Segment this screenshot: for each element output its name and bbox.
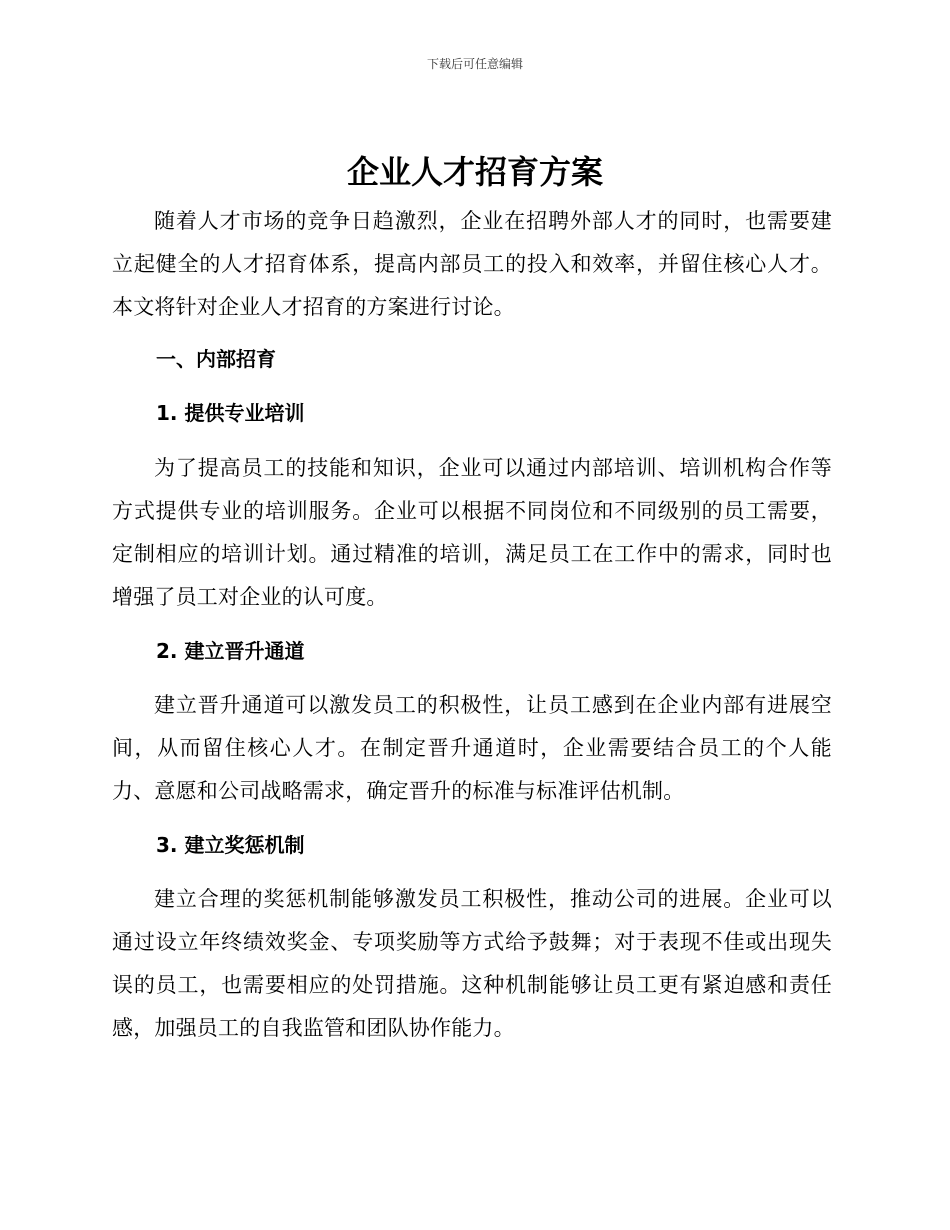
paragraph-promotion: 建立晋升通道可以激发员工的积极性，让员工感到在企业内部有进展空间，从而留住核心人才。在制定晋升通道时，企业需要结合员工的个人能力、意愿和公司战略需求，确定晋升的标准与标准评估机制。 [112, 693, 832, 803]
paragraph-training: 为了提高员工的技能和知识，企业可以通过内部培训、培训机构合作等方式提供专业的培训服务。企业可以根据不同岗位和不同级别的员工需要，定制相应的培训计划。通过精准的培训，满足员工在工作中的需求，同时也增强了员工对企业的认可度。 [112, 456, 832, 609]
document-title: 企业人才招育方案 [346, 153, 603, 191]
section-heading-internal: 一、内部招育 [156, 347, 276, 371]
subheading-training: 1. 提供专业培训 [156, 401, 305, 425]
subheading-promotion: 2. 建立晋升通道 [156, 639, 305, 663]
paragraph-reward: 建立合理的奖惩机制能够激发员工积极性，推动公司的进展。企业可以通过设立年终绩效奖金、专项奖励等方式给予鼓舞；对于表现不佳或出现失误的员工，也需要相应的处罚措施。这种机制能够让员工更有紧迫感和责任感，加强员工的自我监管和团队协作能力。 [112, 887, 832, 1040]
header-note: 下载后可任意编辑 [426, 57, 523, 71]
intro-paragraph: 随着人才市场的竞争日趋激烈，企业在招聘外部人才的同时，也需要建立起健全的人才招育体系，提高内部员工的投入和效率，并留住核心人才。本文将针对企业人才招育的方案进行讨论。 [112, 209, 832, 319]
subheading-reward: 3. 建立奖惩机制 [156, 833, 305, 857]
